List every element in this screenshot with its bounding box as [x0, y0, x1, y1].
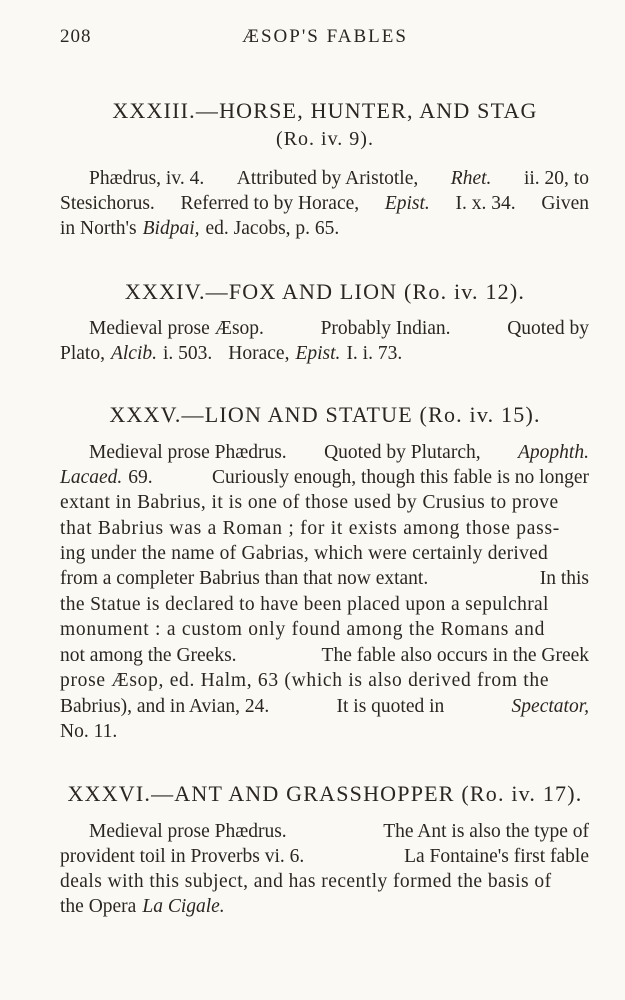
work-title: Bidpai,: [142, 218, 200, 239]
text-line: [60, 846, 589, 872]
text-span: ii. 20, to: [523, 168, 589, 189]
page-number: 208: [60, 26, 92, 47]
text-span: Medieval prose Phædrus.: [89, 821, 287, 842]
text-line: [89, 168, 589, 194]
text-span: Curiously enough, though this fable is no longer: [212, 467, 589, 488]
text-span: not among the Greeks.: [60, 645, 237, 666]
text-line: [60, 645, 589, 671]
fable-heading-33: XXXIII.—HORSE, HUNTER, AND STAG: [112, 98, 538, 123]
text-line: [60, 193, 589, 219]
text-span: The Ant is also the type of: [383, 821, 589, 842]
fable-heading-35: XXXV.—LION AND STATUE (Ro. iv. 15).: [109, 402, 541, 427]
work-title: La Cigale.: [142, 896, 225, 917]
text-line: [60, 594, 589, 620]
text-line: [60, 696, 589, 722]
text-span: ed. Jacobs, p. 65.: [205, 218, 340, 239]
text-line: [89, 821, 589, 847]
text-line: [60, 218, 589, 244]
text-span: Attributed by Aristotle,: [236, 168, 419, 189]
text-span: In this: [539, 568, 589, 589]
text-span: I. x. 34.: [455, 193, 516, 214]
text-span: deals with this subject, and has recently formed the basis of: [60, 871, 552, 892]
work-title: Alcib.: [110, 343, 157, 364]
text-line: [89, 318, 589, 344]
work-title: Spectator,: [511, 696, 589, 717]
text-span: Probably Indian.: [320, 318, 451, 339]
running-title: ÆSOP'S FABLES: [242, 26, 408, 47]
text-span: provident toil in Proverbs vi. 6.: [60, 846, 305, 867]
text-span: No. 11.: [60, 721, 118, 742]
text-span: in North's: [60, 218, 137, 239]
text-line: [60, 721, 589, 747]
text-span: the Opera: [60, 896, 137, 917]
text-line: [89, 442, 589, 468]
text-span: Quoted by Plutarch,: [324, 442, 481, 463]
text-line: [60, 619, 589, 645]
text-span: monument : a custom only found among the Romans and: [60, 619, 546, 640]
text-line: [60, 670, 589, 696]
text-span: Given: [541, 193, 589, 214]
work-title: Lacaed.: [60, 467, 123, 488]
fable-ref-33: (Ro. iv. 9).: [276, 128, 374, 150]
work-title: Epist.: [295, 343, 341, 364]
text-span: that Babrius was a Roman ; for it exists among those pass-: [60, 518, 561, 539]
text-span: 69.: [128, 467, 153, 488]
text-span: prose Æsop, ed. Halm, 63 (which is also derived from the: [60, 670, 550, 691]
fable-heading-34: XXXIV.—FOX AND LION (Ro. iv. 12).: [124, 279, 526, 304]
text-line: [60, 568, 589, 594]
text-line: [60, 467, 589, 493]
text-line: [60, 543, 589, 569]
text-span: Horace,: [228, 343, 290, 364]
text-span: extant in Babrius, it is one of those used by Crusius to prove: [60, 492, 559, 513]
text-span: i. 503.: [163, 343, 213, 364]
text-span: Phædrus, iv. 4.: [89, 168, 205, 189]
text-span: It is quoted in: [336, 696, 445, 717]
text-span: ing under the name of Gabrias, which were certainly derived: [60, 543, 548, 564]
text-span: Quoted by: [507, 318, 589, 339]
text-span: I. i. 73.: [346, 343, 403, 364]
text-line: [60, 518, 589, 544]
text-span: Plato,: [60, 343, 105, 364]
work-title: Rhet.: [450, 168, 492, 189]
work-title: Apophth.: [518, 442, 589, 463]
text-line: [60, 896, 589, 922]
text-span: from a completer Babrius than that now extant.: [60, 568, 429, 589]
text-span: Babrius), and in Avian, 24.: [60, 696, 270, 717]
fable-heading-36: XXXVI.—ANT AND GRASSHOPPER (Ro. iv. 17).: [67, 781, 583, 806]
text-group: [60, 467, 153, 493]
text-span: the Statue is declared to have been placed upon a sepulchral: [60, 594, 549, 615]
text-span: Referred to by Horace,: [180, 193, 360, 214]
text-line: [60, 492, 589, 518]
text-span: The fable also occurs in the Greek: [321, 645, 589, 666]
text-span: La Fontaine's first fable: [404, 846, 589, 867]
work-title: Epist.: [384, 193, 430, 214]
text-line: [60, 871, 589, 897]
text-span: Medieval prose Phædrus.: [89, 442, 287, 463]
text-line: [60, 343, 589, 369]
text-span: Stesichorus.: [60, 193, 155, 214]
running-head: [60, 26, 590, 52]
text-span: Medieval prose Æsop.: [89, 318, 264, 339]
